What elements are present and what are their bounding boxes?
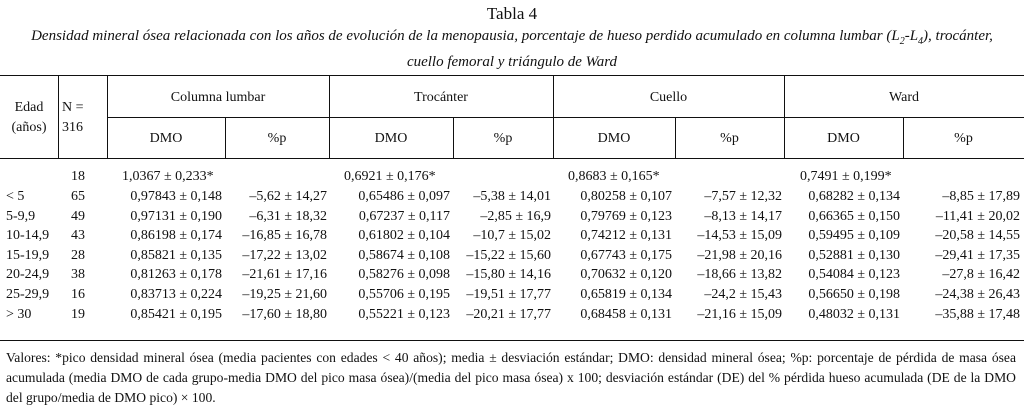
- row-value: 0,67237 ± 0,117: [358, 209, 450, 224]
- header-n: N =: [62, 100, 84, 115]
- row-value: –20,21 ± 17,77: [466, 307, 551, 322]
- row-value: –16,85 ± 16,78: [242, 228, 327, 243]
- top-rule: [0, 75, 1024, 76]
- header-trocanter-dmo: DMO: [374, 131, 408, 146]
- row-value: –18,66 ± 13,82: [697, 267, 782, 282]
- row-value: –14,53 ± 15,09: [697, 228, 782, 243]
- row-edad: 20-24,9: [6, 267, 50, 282]
- header-columna-lumbar: Columna lumbar: [170, 90, 266, 105]
- row-value: 0,83713 ± 0,224: [130, 287, 222, 302]
- row-value: 0,81263 ± 0,178: [130, 267, 222, 282]
- row-value: –27,8 ± 16,42: [942, 267, 1020, 282]
- row-value: –19,25 ± 21,60: [242, 287, 327, 302]
- peak-n: 18: [71, 169, 85, 184]
- header-edad: Edad: [14, 100, 44, 115]
- row-edad: 5-9,9: [6, 209, 36, 224]
- row-value: –10,7 ± 15,02: [473, 228, 551, 243]
- row-value: –7,57 ± 12,32: [704, 189, 782, 204]
- row-value: 0,70632 ± 0,120: [580, 267, 672, 282]
- row-value: 0,67743 ± 0,175: [580, 248, 672, 263]
- table-subtitle: [0, 26, 1024, 72]
- row-value: 0,65819 ± 0,134: [580, 287, 672, 302]
- row-value: –21,98 ± 20,16: [697, 248, 782, 263]
- table-bottom-rule: [0, 340, 1024, 341]
- row-value: 0,97843 ± 0,148: [130, 189, 222, 204]
- row-value: 0,85821 ± 0,135: [130, 248, 222, 263]
- header-n-total: 316: [62, 120, 83, 135]
- row-value: –24,38 ± 26,43: [935, 287, 1020, 302]
- row-value: –24,2 ± 15,43: [704, 287, 782, 302]
- group-header-rule: [107, 117, 1024, 118]
- row-value: –8,13 ± 14,17: [704, 209, 782, 224]
- row-value: 0,79769 ± 0,123: [580, 209, 672, 224]
- header-bottom-rule: [0, 158, 1024, 159]
- row-edad: 25-29,9: [6, 287, 50, 302]
- row-value: –11,41 ± 20,02: [935, 209, 1020, 224]
- header-cuello: Cuello: [649, 90, 688, 105]
- row-value: 0,61802 ± 0,104: [358, 228, 450, 243]
- row-value: 0,58674 ± 0,108: [358, 248, 450, 263]
- subtitle-subscript-2: 4: [918, 36, 924, 47]
- header-columna-dmo: DMO: [149, 131, 183, 146]
- row-edad: 15-19,9: [6, 248, 50, 263]
- row-value: –15,80 ± 14,16: [466, 267, 551, 282]
- row-value: –35,88 ± 17,48: [935, 307, 1020, 322]
- header-cuello-pct: %p: [720, 131, 739, 146]
- row-value: 0,65486 ± 0,097: [358, 189, 450, 204]
- row-value: 0,74212 ± 0,131: [580, 228, 672, 243]
- row-value: 0,80258 ± 0,107: [580, 189, 672, 204]
- row-value: –5,38 ± 14,01: [473, 189, 551, 204]
- peak-ward: 0,7491 ± 0,199*: [800, 169, 892, 184]
- row-value: 0,58276 ± 0,098: [358, 267, 450, 282]
- row-value: –19,51 ± 17,77: [466, 287, 551, 302]
- col-divider-edad: [58, 75, 59, 158]
- subtitle-line-1: [0, 26, 1024, 52]
- row-value: –8,85 ± 17,89: [942, 189, 1020, 204]
- row-value: –21,16 ± 15,09: [697, 307, 782, 322]
- row-n: 43: [71, 228, 85, 243]
- row-value: –21,61 ± 17,16: [242, 267, 327, 282]
- row-value: –2,85 ± 16,9: [480, 209, 551, 224]
- header-ward: Ward: [889, 90, 919, 105]
- table-footnote: Valores: *pico densidad mineral ósea (media pacientes con edades < 40 años); media ± desviación estándar; DMO: densidad mineral ósea; %p: porcentaje de pérdida de masa ósea acumulada (media DMO de cada grupo-media DMO del pico masa ósea)/(media del pico masa ósea) x 100; desviación estándar (DE) del % pérdida hueso acumulada (DE de la DMO del grupo/media de DMO pico) × 100.: [6, 350, 1016, 405]
- row-n: 19: [71, 307, 85, 322]
- header-trocanter: Trocánter: [414, 90, 468, 105]
- row-n: 28: [71, 248, 85, 263]
- header-trocanter-pct: %p: [493, 131, 513, 146]
- row-value: 0,54084 ± 0,123: [808, 267, 900, 282]
- header-cuello-dmo: DMO: [597, 131, 631, 146]
- row-value: 0,68458 ± 0,131: [580, 307, 672, 322]
- row-value: –17,60 ± 18,80: [242, 307, 327, 322]
- table-title: Tabla 4: [486, 4, 538, 23]
- peak-cuello: 0,8683 ± 0,165*: [568, 169, 660, 184]
- row-value: 0,52881 ± 0,130: [808, 248, 900, 263]
- row-value: 0,55221 ± 0,123: [358, 307, 450, 322]
- row-value: 0,68282 ± 0,134: [808, 189, 900, 204]
- subtitle-text-a: Densidad mineral ósea relacionada con los años de evolución de la menopausia, porcentaje de hueso perdido acumulado en columna lumbar (L: [31, 28, 900, 44]
- header-ward-pct: %p: [954, 131, 973, 146]
- row-n: 38: [71, 267, 85, 282]
- row-value: –29,41 ± 17,35: [935, 248, 1020, 263]
- row-edad: < 5: [6, 189, 25, 204]
- row-value: –20,58 ± 14,55: [935, 228, 1020, 243]
- row-n: 49: [71, 209, 85, 224]
- peak-trocanter: 0,6921 ± 0,176*: [344, 169, 436, 184]
- row-value: 0,97131 ± 0,190: [130, 209, 222, 224]
- subtitle-line-2: cuello femoral y triángulo de Ward: [406, 54, 618, 70]
- subtitle-subscript-1: 2: [899, 36, 905, 47]
- row-edad: 10-14,9: [6, 228, 50, 243]
- row-value: –6,31 ± 18,32: [249, 209, 327, 224]
- row-value: –15,22 ± 15,60: [466, 248, 551, 263]
- row-n: 65: [71, 189, 85, 204]
- row-value: 0,86198 ± 0,174: [130, 228, 222, 243]
- header-columna-pct: %p: [267, 131, 287, 146]
- row-value: 0,56650 ± 0,198: [808, 287, 900, 302]
- subtitle-text-c: ), trocánter,: [923, 28, 993, 44]
- row-value: 0,85421 ± 0,195: [130, 307, 222, 322]
- row-value: 0,59495 ± 0,109: [808, 228, 900, 243]
- row-n: 16: [71, 287, 85, 302]
- row-edad: > 30: [6, 307, 32, 322]
- row-value: 0,55706 ± 0,195: [358, 287, 450, 302]
- row-value: –5,62 ± 14,27: [249, 189, 327, 204]
- row-value: 0,66365 ± 0,150: [808, 209, 900, 224]
- peak-columna: 1,0367 ± 0,233*: [122, 169, 214, 184]
- row-value: 0,48032 ± 0,131: [808, 307, 900, 322]
- header-ward-dmo: DMO: [827, 131, 860, 146]
- row-value: –17,22 ± 13,02: [242, 248, 327, 263]
- subtitle-text-b: -L: [904, 28, 919, 44]
- header-edad-units: (años): [11, 120, 47, 135]
